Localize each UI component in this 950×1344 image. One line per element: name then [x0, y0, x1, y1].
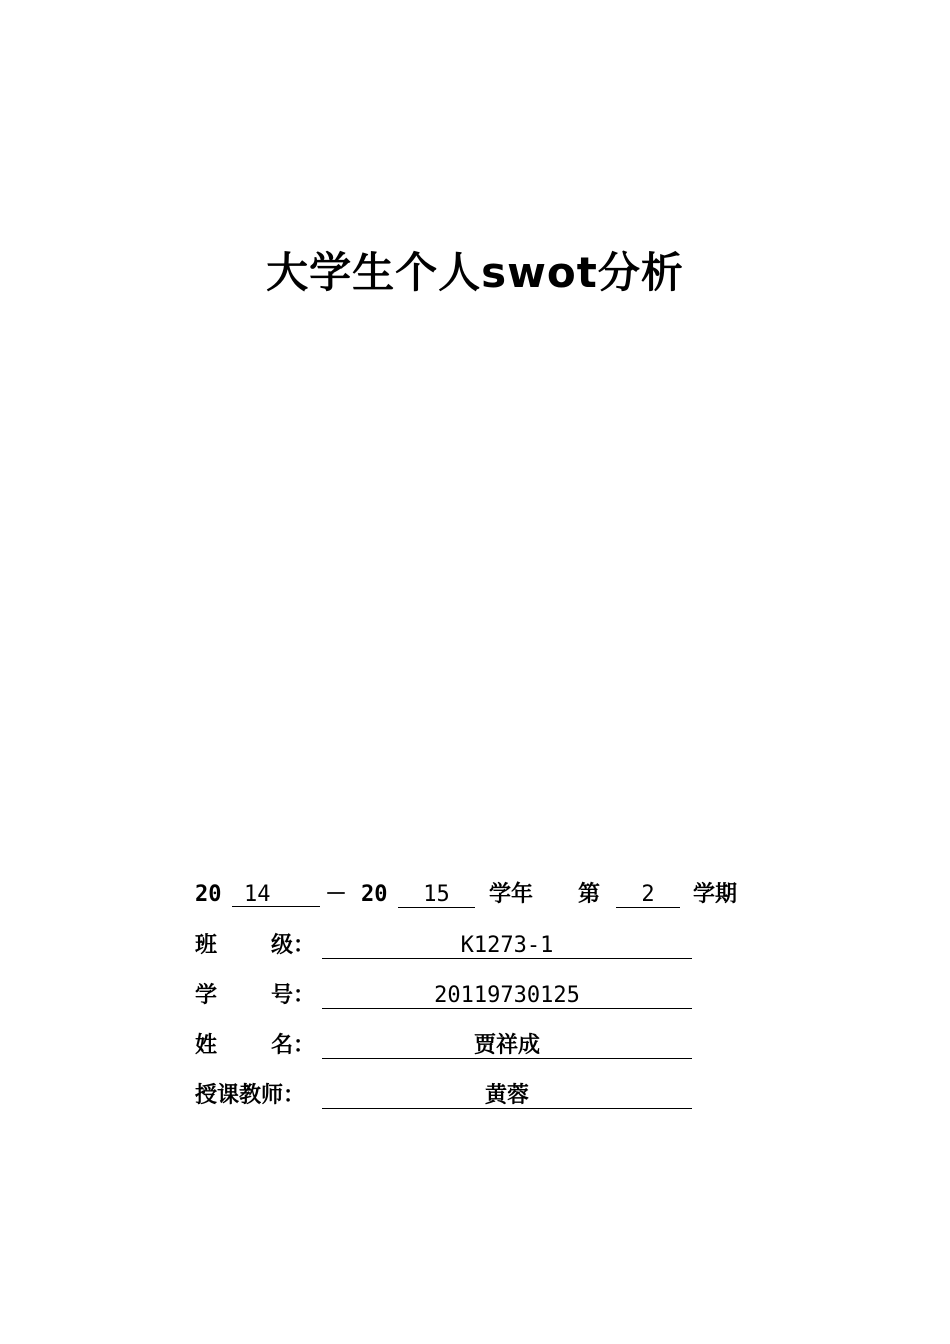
term-row	[195, 880, 755, 910]
teacher-field	[322, 1081, 692, 1109]
semester-suffix: 学期	[693, 882, 738, 907]
semester-field	[616, 880, 680, 908]
name-label-2: 名：	[271, 1033, 316, 1058]
class-value: K1273-1	[460, 933, 554, 958]
semester-prefix: 第	[578, 882, 601, 907]
class-field	[322, 931, 692, 959]
class-label-2: 级：	[271, 933, 316, 958]
student-id-label-1: 学	[195, 983, 218, 1008]
year-1-field	[232, 880, 320, 907]
class-label-1: 班	[195, 933, 218, 958]
name-field	[322, 1031, 692, 1059]
student-id-field	[322, 981, 692, 1009]
student-id-label-2: 号：	[271, 983, 316, 1008]
year-dash: －	[325, 882, 348, 907]
year-prefix-2: 20	[361, 882, 388, 907]
class-row	[195, 931, 695, 961]
year-2-field	[398, 880, 475, 908]
year-suffix: 学年	[489, 882, 534, 907]
year-2-value: 15	[423, 882, 450, 907]
teacher-row	[195, 1081, 695, 1111]
name-value: 贾祥成	[473, 1033, 540, 1058]
teacher-label: 授课教师：	[195, 1083, 306, 1108]
student-id-row	[195, 981, 695, 1011]
name-label-1: 姓	[195, 1033, 218, 1058]
name-row	[195, 1031, 695, 1061]
student-id-value: 20119730125	[434, 983, 580, 1008]
document-title: 大学生个人swot分析	[266, 248, 684, 297]
year-prefix-1: 20	[195, 882, 222, 907]
semester-value: 2	[641, 882, 655, 907]
teacher-value: 黄蓉	[484, 1083, 529, 1108]
year-1-value: 14	[244, 882, 271, 907]
